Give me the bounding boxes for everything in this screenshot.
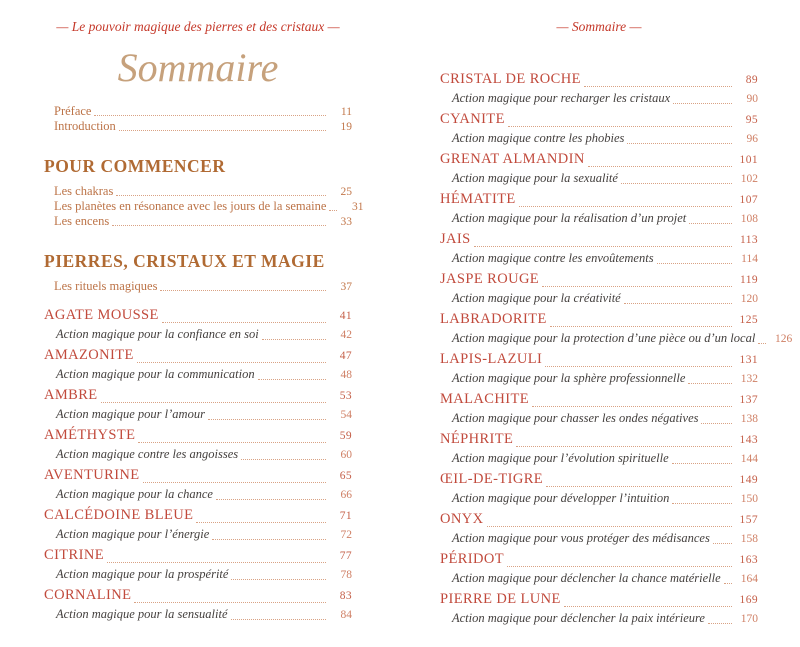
page-number: 108 [740, 213, 758, 225]
stone-name: CORNALINE [44, 587, 132, 603]
action-entry [440, 210, 758, 227]
running-header-right: — Sommaire — [556, 19, 642, 34]
action-label: Action magique pour développer l’intuition [452, 491, 670, 505]
action-label: Action magique pour chasser les ondes négatives [452, 411, 699, 425]
action-label: Action magique pour la créativité [452, 291, 621, 305]
page-number: 170 [740, 613, 758, 625]
stone-entry [440, 270, 758, 290]
leader-dots [101, 402, 326, 403]
toc-entry [44, 199, 364, 214]
leader-dots [673, 103, 732, 104]
stone-block [440, 470, 758, 507]
page-number: 59 [339, 430, 352, 442]
stone-name: AMÉTHYSTE [44, 427, 136, 443]
page-number: 66 [340, 489, 352, 501]
toc-entry [44, 279, 352, 294]
page-number: 95 [745, 114, 758, 126]
page-number: 60 [340, 449, 352, 461]
stone-name: PÉRIDOT [440, 551, 505, 567]
sommaire-title: Sommaire [117, 45, 279, 90]
stone-name: CITRINE [44, 547, 104, 563]
entry-label: Introduction [54, 119, 116, 133]
leader-dots [701, 423, 732, 424]
action-label: Action magique pour la communication [56, 367, 255, 381]
stone-list-right [440, 70, 793, 627]
stone-block [440, 590, 758, 627]
page-number: 31 [351, 201, 364, 213]
page-number: 120 [740, 293, 758, 305]
page-number: 54 [340, 409, 352, 421]
page-number: 83 [339, 590, 352, 602]
page-number: 96 [746, 133, 758, 145]
action-entry [44, 566, 352, 583]
leader-dots [542, 286, 732, 287]
stone-entry [440, 590, 758, 610]
leader-dots [519, 206, 732, 207]
stone-name: CALCÉDOINE BLEUE [44, 507, 194, 523]
stone-name: AMBRE [44, 387, 98, 403]
action-entry [440, 90, 758, 107]
leader-dots [216, 499, 326, 500]
stone-name: AGATE MOUSSE [44, 307, 159, 323]
stone-entry [440, 430, 758, 450]
stone-entry [44, 466, 352, 486]
leader-dots [329, 210, 337, 211]
leader-dots [688, 383, 732, 384]
stone-name: HÉMATITE [440, 191, 516, 207]
action-entry [440, 250, 758, 267]
stone-block [440, 430, 758, 467]
stone-entry [44, 546, 352, 566]
entry-label: Les rituels magiques [54, 279, 158, 293]
action-entry [440, 330, 793, 347]
stone-entry [44, 426, 352, 446]
leader-dots [588, 166, 732, 167]
page-number: 107 [739, 194, 758, 206]
stone-block [440, 270, 758, 307]
leader-dots [107, 562, 326, 563]
action-entry [44, 446, 352, 463]
stone-name: AMAZONITE [44, 347, 134, 363]
page-number: 19 [340, 121, 352, 133]
stone-name: LABRADORITE [440, 311, 547, 327]
page-number: 65 [339, 470, 352, 482]
section-title: PIERRES, CRISTAUX ET MAGIE [44, 251, 325, 271]
page-number: 25 [340, 186, 352, 198]
sections-container [44, 155, 364, 294]
stone-entry [44, 506, 352, 526]
section-title: POUR COMMENCER [44, 156, 226, 176]
stone-block [440, 550, 758, 587]
action-label: Action magique pour la sphère professionnelle [452, 371, 686, 385]
leader-dots [584, 86, 732, 87]
page-number: 169 [739, 594, 758, 606]
leader-dots [231, 579, 326, 580]
page-number: 164 [740, 573, 758, 585]
action-label: Action magique contre les envoûtements [452, 251, 654, 265]
page-number: 84 [340, 609, 352, 621]
leader-dots [134, 602, 326, 603]
action-label: Action magique pour la chance [56, 487, 213, 501]
page-number: 114 [741, 253, 758, 265]
page-number: 37 [340, 281, 352, 293]
stone-block [440, 350, 758, 387]
stone-block [440, 110, 758, 147]
action-entry [440, 370, 758, 387]
entry-label: Les planètes en résonance avec les jours de la semaine [54, 199, 327, 213]
front-matter-list [44, 104, 352, 134]
action-entry [440, 610, 758, 627]
stone-entry [440, 390, 758, 410]
leader-dots [474, 246, 732, 247]
stone-block [44, 346, 352, 383]
page-number: 163 [739, 554, 758, 566]
page-number: 53 [339, 390, 352, 402]
leader-dots [138, 442, 326, 443]
action-entry [44, 366, 352, 383]
leader-dots [231, 619, 326, 620]
stone-entry [44, 306, 352, 326]
stone-entry [440, 230, 758, 250]
action-entry [440, 170, 758, 187]
leader-dots [508, 126, 732, 127]
page-number: 143 [739, 434, 758, 446]
leader-dots [212, 539, 326, 540]
leader-dots [708, 623, 732, 624]
stone-block [44, 506, 352, 543]
stone-name: NÉPHRITE [440, 431, 514, 447]
leader-dots [160, 290, 326, 291]
page-number: 137 [739, 394, 758, 406]
stone-block [440, 190, 758, 227]
action-label: Action magique pour l’énergie [56, 527, 210, 541]
action-label: Action magique pour déclencher la chance matérielle [452, 571, 721, 585]
page-number: 144 [740, 453, 758, 465]
page-number: 150 [740, 493, 758, 505]
page-number: 90 [746, 93, 758, 105]
action-label: Action magique pour la sensualité [56, 607, 228, 621]
action-label: Action magique pour la protection d’une pièce ou d’un local [452, 331, 756, 345]
page-number: 157 [739, 514, 758, 526]
stone-name: AVENTURINE [44, 467, 140, 483]
action-entry [440, 530, 758, 547]
stone-entry [44, 586, 352, 606]
leader-dots [507, 566, 732, 567]
stone-entry [440, 70, 758, 90]
page-number: 47 [339, 350, 352, 362]
stone-name: PIERRE DE LUNE [440, 591, 561, 607]
leader-dots [546, 486, 732, 487]
action-entry [44, 486, 352, 503]
leader-dots [241, 459, 326, 460]
page-number: 125 [739, 314, 758, 326]
action-entry [44, 326, 352, 343]
leader-dots [564, 606, 732, 607]
stone-block [440, 150, 758, 187]
leader-dots [143, 482, 326, 483]
page-number: 33 [340, 216, 352, 228]
leader-dots [516, 446, 732, 447]
page-number: 126 [775, 333, 793, 345]
action-label: Action magique pour la confiance en soi [56, 327, 259, 341]
stone-block [440, 390, 758, 427]
stone-name: JASPE ROUGE [440, 271, 540, 287]
toc-entry [44, 214, 352, 229]
stone-entry [44, 346, 352, 366]
action-label: Action magique pour la réalisation d’un projet [452, 211, 687, 225]
running-header-left: — Le pouvoir magique des pierres et des cristaux — [56, 19, 340, 34]
leader-dots [116, 195, 326, 196]
leader-dots [657, 263, 732, 264]
action-label: Action magique contre les angoisses [56, 447, 239, 461]
leader-dots [532, 406, 732, 407]
stone-block [440, 70, 758, 107]
page-number: 41 [339, 310, 352, 322]
page-number: 77 [339, 550, 352, 562]
page-number: 102 [740, 173, 758, 185]
page-number: 11 [340, 106, 352, 118]
leader-dots [487, 526, 733, 527]
stone-name: JAIS [440, 231, 471, 247]
stone-block [44, 546, 352, 583]
leader-dots [262, 339, 326, 340]
leader-dots [724, 583, 732, 584]
action-entry [440, 490, 758, 507]
leader-dots [689, 223, 732, 224]
action-entry [440, 290, 758, 307]
page-left [44, 0, 364, 626]
action-label: Action magique pour l’amour [56, 407, 205, 421]
page-number: 149 [739, 474, 758, 486]
leader-dots [627, 143, 732, 144]
action-entry [440, 570, 758, 587]
leader-dots [196, 522, 326, 523]
action-label: Action magique pour l’évolution spirituelle [452, 451, 669, 465]
leader-dots [621, 183, 732, 184]
entry-label: Préface [54, 104, 92, 118]
action-label: Action magique pour vous protéger des médisances [452, 531, 710, 545]
leader-dots [624, 303, 732, 304]
action-label: Action magique pour la sexualité [452, 171, 618, 185]
stone-name: ŒIL-DE-TIGRE [440, 471, 544, 487]
action-label: Action magique contre les phobies [452, 131, 625, 145]
stone-entry [440, 310, 758, 330]
leader-dots [94, 115, 326, 116]
stone-block [440, 310, 793, 347]
stone-name: GRENAT ALMANDIN [440, 151, 585, 167]
stone-entry [440, 470, 758, 490]
page-number: 131 [739, 354, 758, 366]
stone-name: CRISTAL DE ROCHE [440, 71, 581, 87]
stone-block [44, 386, 352, 423]
page-number: 101 [739, 154, 758, 166]
page-number: 113 [739, 234, 758, 246]
page-number: 119 [739, 274, 758, 286]
stone-entry [440, 150, 758, 170]
page-number: 42 [340, 329, 352, 341]
stone-block [440, 230, 758, 267]
leader-dots [713, 543, 732, 544]
stone-block [44, 306, 352, 343]
stone-block [440, 510, 758, 547]
leader-dots [672, 503, 732, 504]
page-number: 132 [740, 373, 758, 385]
leader-dots [258, 379, 326, 380]
stone-list-left [44, 306, 352, 623]
stone-name: CYANITE [440, 111, 505, 127]
leader-dots [112, 225, 326, 226]
stone-block [44, 586, 352, 623]
stone-entry [440, 510, 758, 530]
leader-dots [208, 419, 326, 420]
stone-entry [440, 190, 758, 210]
leader-dots [137, 362, 326, 363]
leader-dots [545, 366, 732, 367]
stone-entry [44, 386, 352, 406]
stone-entry [440, 550, 758, 570]
leader-dots [162, 322, 326, 323]
page-number: 71 [339, 510, 352, 522]
stone-block [44, 426, 352, 463]
entry-label: Les chakras [54, 184, 114, 198]
leader-dots [119, 130, 326, 131]
section [44, 250, 352, 294]
action-entry [44, 406, 352, 423]
action-entry [440, 130, 758, 147]
page-number: 48 [340, 369, 352, 381]
page-right [440, 0, 793, 630]
page-number: 138 [740, 413, 758, 425]
action-entry [440, 410, 758, 427]
stone-name: ONYX [440, 511, 484, 527]
page-number: 78 [340, 569, 352, 581]
section [44, 155, 364, 229]
stone-block [44, 466, 352, 503]
action-label: Action magique pour déclencher la paix intérieure [452, 611, 705, 625]
action-label: Action magique pour recharger les cristaux [452, 91, 671, 105]
toc-entry [44, 104, 352, 119]
stone-name: MALACHITE [440, 391, 529, 407]
leader-dots [758, 343, 766, 344]
action-entry [44, 526, 352, 543]
action-label: Action magique pour la prospérité [56, 567, 229, 581]
entry-label: Les encens [54, 214, 110, 228]
stone-entry [440, 110, 758, 130]
toc-entry [44, 184, 352, 199]
leader-dots [672, 463, 732, 464]
page-number: 72 [340, 529, 352, 541]
toc-entry [44, 119, 352, 134]
page-number: 158 [740, 533, 758, 545]
stone-name: LAPIS-LAZULI [440, 351, 543, 367]
page-number: 89 [745, 74, 758, 86]
stone-entry [440, 350, 758, 370]
action-entry [44, 606, 352, 623]
action-entry [440, 450, 758, 467]
leader-dots [550, 326, 732, 327]
